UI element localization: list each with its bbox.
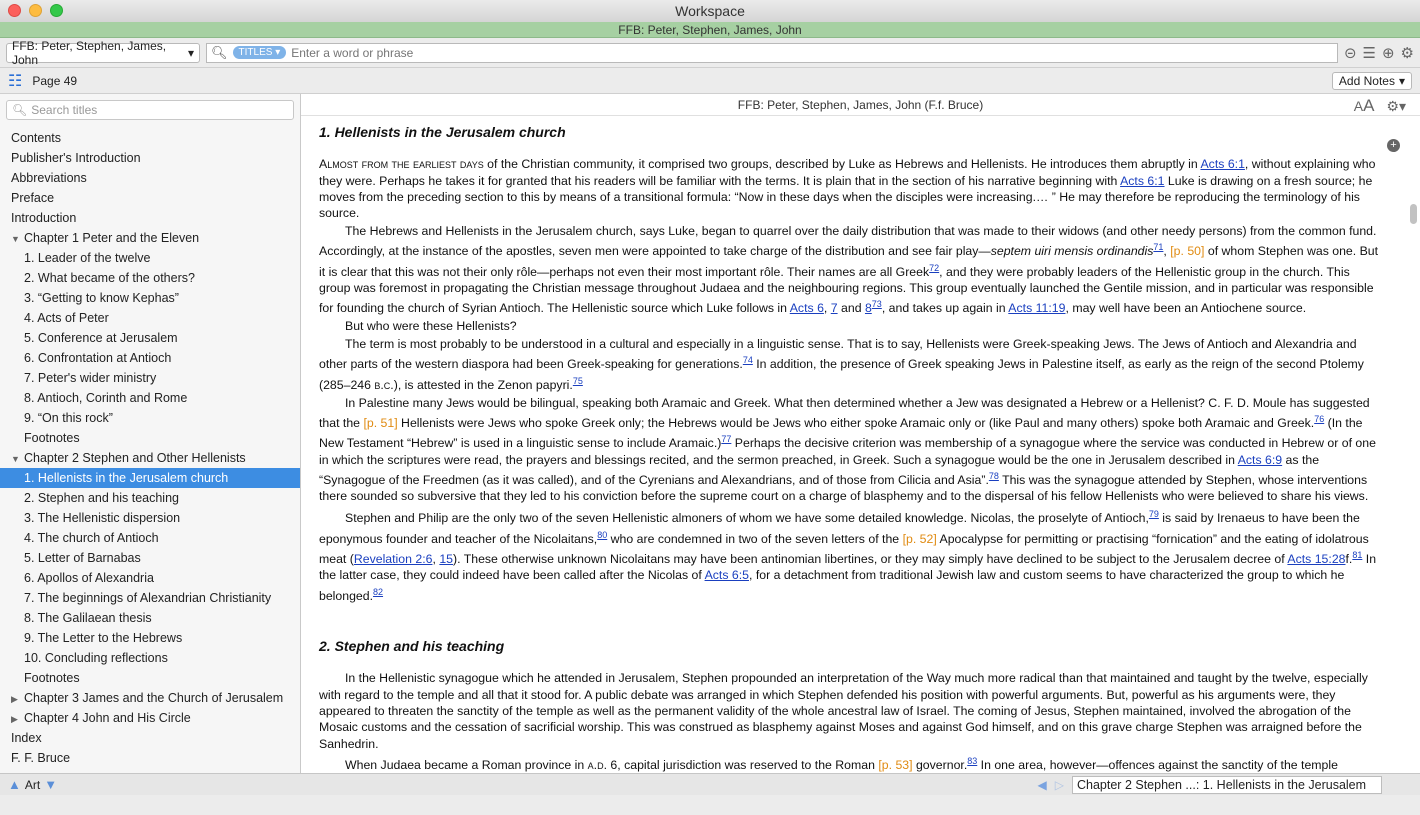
toc-item-label: Chapter 2 Stephen and Other Hellenists	[24, 451, 246, 465]
text-run: The Hebrews and Hellenists in the Jerusalem church, says Luke, began to quarrel over the daily distribution that was made to their widows (and other needy persons) from the common fund. Accordingly, at the instance of the apostles, seven men were appointed to take charge of the distribution and see fair play—	[319, 223, 1377, 259]
toc-item[interactable]	[0, 708, 300, 728]
text-run: who are condemned in two of the seven letters of the	[607, 531, 903, 546]
minimize-window-button[interactable]	[29, 4, 42, 17]
paragraph	[319, 753, 1380, 773]
paragraph	[319, 395, 1380, 505]
toc-item-label: 6. Confrontation at Antioch	[24, 351, 172, 365]
toc-item-label: Abbreviations	[11, 171, 87, 185]
text-run: In Palestine many Jews would be bilingual, speaking both Aramaic and Greek. What then determined whether a Jew was designated a Hebrew or a Hellenist? C. F. D. Moule has suggested that the	[319, 395, 1370, 431]
toc-item[interactable]	[0, 188, 300, 208]
toc-item[interactable]	[0, 288, 300, 308]
toc-item[interactable]	[0, 128, 300, 148]
title-search-placeholder: Search titles	[31, 103, 98, 117]
small-caps-text: a.d.	[587, 758, 608, 773]
disclosure-open-icon[interactable]: ▼	[11, 454, 20, 464]
scripture-link[interactable]: Acts 11:19	[1008, 301, 1066, 316]
scripture-link[interactable]: Acts 6:1	[1120, 173, 1165, 188]
page-marker: [p. 50]	[1170, 244, 1205, 259]
text-run: When Judaea became a Roman province in	[345, 758, 588, 773]
toc-item[interactable]	[0, 508, 300, 528]
footnote-link[interactable]: 72	[929, 262, 940, 273]
footnote-link[interactable]: 83	[967, 756, 978, 767]
footnote-link[interactable]: 73	[871, 299, 882, 310]
scripture-link[interactable]: Acts 6	[789, 301, 824, 316]
scripture-link[interactable]: 7	[830, 301, 838, 316]
toc-item-label: 3. “Getting to know Kephas”	[24, 291, 179, 305]
scripture-link[interactable]: Acts 6:5	[704, 568, 749, 583]
text-run: Perhaps the decisive criterion was membership of a synagogue where the service was conducted in Hebrew or of one in which the scriptures were read, the prayers and blessings recited, and the sermon preached, in Greek. Such a synagogue would be the one in Jerusalem described in	[319, 436, 1376, 467]
scripture-link[interactable]: 15	[439, 552, 454, 567]
toc-item[interactable]	[0, 548, 300, 568]
footnote-link[interactable]: 79	[1148, 509, 1159, 520]
small-caps-text: b.c.	[374, 377, 394, 392]
toc-item-label: 9. “On this rock”	[24, 411, 113, 425]
toc-item-label: 2. Stephen and his teaching	[24, 491, 179, 505]
toc-item-label: 1. Hellenists in the Jerusalem church	[24, 471, 229, 485]
search-go-icon[interactable]: ⊝	[1343, 44, 1357, 62]
location-field[interactable]: Chapter 2 Stephen ...: 1. Hellenists in the Jerusalem	[1072, 776, 1382, 794]
footnote-link[interactable]: 75	[572, 375, 583, 386]
search-icon: 🔍︎	[12, 103, 28, 117]
toc-item-label: Chapter 3 James and the Church of Jerusalem	[24, 691, 284, 705]
close-window-button[interactable]	[8, 4, 21, 17]
toc-item[interactable]	[0, 488, 300, 508]
page-marker: [p. 52]	[902, 531, 937, 546]
toc-item-label: 8. Antioch, Corinth and Rome	[24, 391, 188, 405]
toc-item[interactable]	[0, 268, 300, 288]
page-indicator: Page 49	[32, 73, 78, 88]
toc-item[interactable]	[0, 748, 300, 768]
resource-select[interactable]	[6, 38, 200, 67]
toc-item-label: Footnotes	[24, 671, 80, 685]
text-run: f.	[1345, 552, 1353, 567]
toc-item[interactable]	[0, 348, 300, 368]
toolbar-icons	[1344, 44, 1414, 62]
title-search-box[interactable]	[6, 100, 294, 120]
toc-item[interactable]	[0, 448, 300, 468]
toc-item-label: Footnotes	[24, 431, 80, 445]
text-run: governor.	[912, 758, 968, 773]
text-run: , for a detachment from traditional Jewish law and custom seems to have characterized the group to which he belonged.	[319, 568, 1345, 603]
footnote-link[interactable]: 80	[597, 529, 608, 540]
toc-item[interactable]	[0, 688, 300, 708]
add-note-icon[interactable]: +	[1387, 139, 1400, 152]
reading-pane	[301, 94, 1420, 773]
section-heading: 1. Hellenists in the Jerusalem church	[319, 124, 566, 140]
status-bar	[0, 773, 1420, 795]
toc-item[interactable]	[0, 608, 300, 628]
text-run: 6, capital jurisdiction was reserved to the Roman	[607, 758, 879, 773]
toc-item-label: 7. The beginnings of Alexandrian Christianity	[24, 591, 272, 605]
toc-item[interactable]	[0, 248, 300, 268]
content-header	[301, 94, 1420, 116]
toc-item[interactable]	[0, 388, 300, 408]
text-run: of whom Stephen was one. But it is clear that this was not their only rôle—perhaps not even their most important rôle. Their names are all Greek	[319, 244, 1379, 279]
text-run: Apocalypse for permitting or practising “fornication” and the eating of idolatrous meat (	[319, 531, 1369, 567]
main-area	[0, 94, 1420, 773]
text-run: The term is most probably to be understood in a cultural and especially in a linguistic sense. That is to say, Hellenists were Greek-speaking Jews. The Jews of Antioch and Alexandria and other parts of the western diaspora had been Greek-speaking for generations.	[319, 337, 1357, 372]
toc-item-label: 2. What became of the others?	[24, 271, 195, 285]
toc-item[interactable]	[0, 468, 300, 488]
text-run: , and takes up again in	[881, 301, 1009, 316]
scrollbar-thumb[interactable]	[1410, 204, 1417, 224]
footnote-link[interactable]: 78	[988, 471, 999, 481]
text-run: , may well have been an Antiochene source.	[1065, 301, 1307, 316]
toc-item-label: Index	[11, 731, 42, 745]
paragraph	[319, 506, 1380, 604]
paragraph	[319, 156, 1380, 221]
toc-item[interactable]	[0, 368, 300, 388]
toc-item-label: 1. Leader of the twelve	[24, 251, 151, 265]
font-size-icon[interactable]: AA	[1353, 96, 1375, 115]
toc-item-label: 3. The Hellenistic dispersion	[24, 511, 181, 525]
toc-item-label: Publisher's Introduction	[11, 151, 141, 165]
toc-item-label: 8. The Galilaean thesis	[24, 611, 152, 625]
book-text	[301, 116, 1420, 773]
disclosure-closed-icon[interactable]: ▶	[11, 694, 18, 704]
paragraph	[319, 223, 1380, 317]
scripture-link[interactable]: 8	[864, 301, 872, 316]
text-run: , without explaining who they were. Perhaps he takes it for granted that his readers will be familiar with the terms. It is plain that in the section of his narrative beginning with	[319, 157, 1376, 188]
back-arrow-icon[interactable]: ◀	[1037, 777, 1047, 792]
toc-item[interactable]	[0, 668, 300, 688]
search-icon[interactable]: 🔍︎	[211, 44, 228, 60]
toolbar	[0, 38, 1420, 68]
footnote-link[interactable]: 74	[742, 355, 753, 366]
previous-arrow-icon[interactable]: ▲	[8, 777, 21, 792]
content-tools	[1354, 95, 1406, 117]
text-run: ), is attested in the Zenon papyri.	[393, 377, 573, 392]
toc-item-label: 6. Apollos of Alexandria	[24, 571, 154, 585]
location-area	[1038, 776, 1412, 794]
add-notes-label: Add Notes	[1338, 73, 1395, 88]
text-run: (In the New Testament “Hebrew” is used in a linguistic sense to include Aramaic.)	[319, 416, 1363, 451]
table-of-contents-icon[interactable]: ☷	[8, 72, 23, 90]
toc-item[interactable]	[0, 228, 300, 248]
toc-item[interactable]	[0, 328, 300, 348]
window-title: Workspace	[675, 3, 745, 19]
toc-item-label: F. F. Bruce	[11, 751, 71, 765]
toc-item[interactable]	[0, 648, 300, 668]
footnote-link[interactable]: 71	[1153, 242, 1164, 253]
toc-item-label: Introduction	[11, 211, 77, 225]
toc-item-label: 4. Acts of Peter	[24, 311, 109, 325]
text-run: In one area, however—offences against the sanctity of the temple	[980, 758, 1338, 773]
content-title: FFB: Peter, Stephen, James, John (F.f. Bruce)	[737, 98, 984, 112]
footnote-link[interactable]: 82	[373, 586, 384, 597]
toc-item[interactable]	[0, 148, 300, 168]
scripture-link[interactable]: Acts 15:28	[1287, 552, 1346, 567]
text-run: ,	[432, 552, 440, 567]
toc-item[interactable]	[0, 588, 300, 608]
toc-item[interactable]	[0, 208, 300, 228]
text-run: Luke is drawing on a fresh source; he moves from the preceding section to this by means of a transitional formula: “Now in these days when the disciples were increasing.… ” He may therefore be reproducing the terminology of his source.	[319, 173, 1373, 221]
chevron-down-icon: ▾	[1398, 73, 1405, 88]
footnote-link[interactable]: 81	[1352, 549, 1363, 560]
resource-select-value: FFB: Peter, Stephen, James, John	[12, 38, 167, 67]
gear-icon[interactable]: ⚙▾	[1386, 98, 1406, 114]
text-run: In addition, the presence of Greek speaking Jews in Palestine itself, as early as the reign of the second Ptolemy (285–246	[319, 357, 1364, 392]
toc-item-label: 4. The church of Antioch	[24, 531, 159, 545]
text-run: Hellenists were Jews who spoke Greek only; the Hebrews would be Jews who either spoke Aramaic only or (like Paul and many others) spoke both Aramaic and Greek.	[397, 416, 1315, 431]
secondary-bar	[0, 68, 1420, 94]
search-scope-label: TITLES	[238, 47, 273, 58]
toc-item[interactable]	[0, 428, 300, 448]
window-controls	[8, 4, 63, 17]
next-arrow-icon[interactable]: ▼	[44, 777, 58, 792]
add-notes-button[interactable]	[1332, 72, 1412, 90]
toc-item[interactable]	[0, 168, 300, 188]
toc-item-label: 9. The Letter to the Hebrews	[24, 631, 183, 645]
text-run: and	[837, 301, 865, 316]
paragraph	[319, 670, 1380, 751]
text-run: is said by Irenaeus to have been the eponymous founder and teacher of the Nicolaitans,	[319, 511, 1360, 546]
document-bar: FFB: Peter, Stephen, James, John	[0, 22, 1420, 38]
italic-text: septem uiri mensis ordinandis	[990, 244, 1154, 259]
page-marker: [p. 53]	[878, 758, 913, 773]
share-icon[interactable]: ⚙	[1400, 44, 1414, 62]
text-run: of the Christian community, it comprised two groups, described by Luke as Hebrews and Hellenists. He introduces them abruptly in	[483, 157, 1201, 172]
toc-item-label: 5. Conference at Jerusalem	[24, 331, 178, 345]
toc-item-label: Contents	[11, 131, 62, 145]
footnote-link[interactable]: 77	[721, 434, 732, 445]
toc-item-label: 10. Concluding reflections	[24, 651, 168, 665]
title-bar	[0, 0, 1420, 22]
scripture-link[interactable]: Acts 6:1	[1200, 157, 1245, 172]
art-label: Art	[24, 777, 41, 792]
text-run: ). These otherwise unknown Nicolaitans may have been antinomian libertines, or they may simply have declined to be subject to the Jerusalem decree of	[453, 552, 1288, 567]
text-run: Stephen and Philip are the only two of the seven Hellenistic almoners of whom we have some detailed knowledge. Nicolas, the proselyte of Antioch,	[345, 511, 1149, 526]
toc-item[interactable]	[0, 728, 300, 748]
footnote-link[interactable]: 76	[1314, 413, 1325, 424]
search-scope-pill[interactable]: TITLES ▾	[233, 46, 287, 59]
small-caps-text: Almost from the earliest days	[319, 157, 484, 172]
toc-item-label: 5. Letter of Barnabas	[24, 551, 141, 565]
zoom-window-button[interactable]	[50, 4, 63, 17]
toc-item[interactable]	[0, 568, 300, 588]
toc-item-label: Chapter 1 Peter and the Eleven	[24, 231, 200, 245]
add-icon[interactable]: ⊕	[1381, 44, 1395, 62]
toc-item-label: Chapter 4 John and His Circle	[24, 711, 191, 725]
toc-item[interactable]	[0, 628, 300, 648]
text-run: ,	[1163, 244, 1171, 259]
table-of-contents	[0, 128, 300, 768]
scripture-link[interactable]: Revelation 2:6	[353, 552, 433, 567]
page-marker: [p. 51]	[363, 416, 398, 431]
toc-item[interactable]	[0, 308, 300, 328]
disclosure-closed-icon[interactable]: ▶	[11, 714, 18, 724]
section-heading: 2. Stephen and his teaching	[319, 638, 505, 655]
sidebar	[0, 94, 301, 773]
text-run: This was the synagogue attended by Stephen, whose interventions there sounded so subversive that they led to his conviction before the supreme court on a charge of blasphemy and to the dispersal of his fellow Hellenists who were believed to share his views.	[319, 473, 1369, 504]
search-box[interactable]	[206, 43, 1338, 63]
art-navigation	[8, 777, 57, 792]
text-run: , and they were probably leaders of the Hellenistic group in the church. This group was foremost in propagating the Christian message throughout Judaea and the neighbouring regions. This group eventually launched the Gentile mission, and in particular was responsible for founding the church of Syrian Antioch. The Hellenistic source which Luke follows in	[319, 264, 1374, 316]
toc-item-label: Preface	[11, 191, 55, 205]
text-run: In the Hellenistic synagogue which he attended in Jerusalem, Stephen propounded an interpretation of the Way much more radical than that maintained and taught by the twelve, especially with regard to the temple and all that it stood for. A public debate was arranged in which Stephen defended his position with powerful arguments. But, powerful as his arguments were, they appeared to threaten the sanctity of the temple as well as the permanent validity of the whole ancestral law of Israel. The coming of Jesus, Stephen maintained, involved the abrogation of the Mosaic customs and the cessation of sacrificial worship. This was construed as blasphemy against Moses and against God himself, and on this grave charge Stephen was arraigned before the Sanhedrin.	[319, 671, 1368, 751]
text-run: ,	[823, 301, 831, 316]
scripture-link[interactable]: Acts 6:9	[1237, 452, 1283, 467]
text-run: as the “Synagogue of the Freedmen (as it was called), and of the Cyrenians and Alexandrians, and of those from Cilicia and Asia”.	[319, 452, 1320, 488]
toc-item[interactable]	[0, 408, 300, 428]
search-input[interactable]	[291, 46, 1333, 60]
chevron-down-icon: ▾	[187, 45, 194, 60]
toc-item-label: 7. Peter's wider ministry	[24, 371, 157, 385]
disclosure-open-icon[interactable]: ▼	[11, 234, 20, 244]
paragraph	[319, 336, 1380, 393]
text-run: In the latter case, they could indeed have been called after the Nicolas of	[319, 552, 1377, 583]
text-run: But who were these Hellenists?	[345, 319, 517, 334]
toc-item[interactable]	[0, 528, 300, 548]
paragraph	[319, 318, 1380, 334]
forward-arrow-icon[interactable]: ▷	[1054, 777, 1064, 792]
list-options-icon[interactable]: ☰	[1362, 44, 1376, 62]
